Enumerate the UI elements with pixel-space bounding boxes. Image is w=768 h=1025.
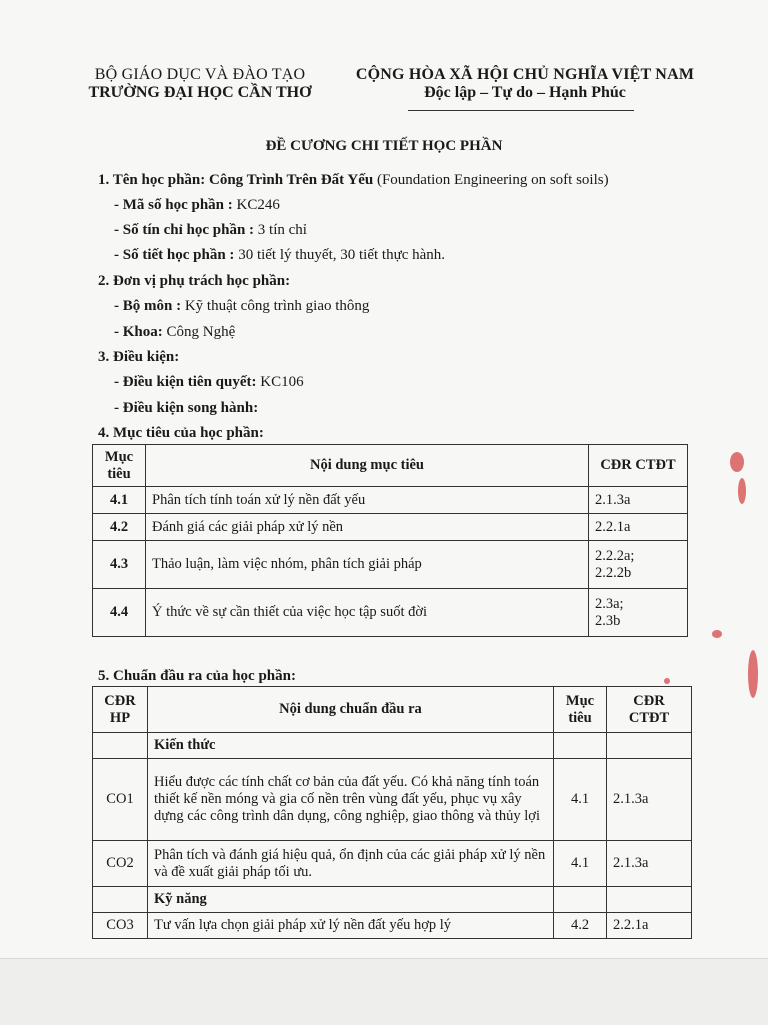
ministry-name: BỘ GIÁO DỤC VÀ ĐÀO TẠO: [94, 66, 306, 83]
motto-underline: [408, 110, 634, 111]
objectives-table: [92, 444, 688, 637]
ministry-header: [70, 66, 330, 102]
course-code: KC246: [236, 197, 280, 213]
red-ink-mark: [738, 478, 746, 504]
corequisite-line: - Điều kiện song hành:: [114, 400, 259, 416]
table-row: CO2 Phân tích và đánh giá hiệu quả, ổn định của các giải pháp xử lý nền và đề xuất giải pháp tối ưu. 4.1 2.1.3a: [93, 841, 692, 887]
university-name: TRƯỜNG ĐẠI HỌC CẦN THƠ: [88, 84, 312, 101]
red-ink-mark: [748, 650, 758, 698]
group-row-knowledge: Kiến thức: [93, 733, 692, 759]
prerequisite-value: KC106: [260, 374, 304, 390]
group-row-skills: Kỹ năng: [93, 887, 692, 913]
table-row: CO3 Tư vấn lựa chọn giải pháp xử lý nền đất yếu hợp lý 4.2 2.2.1a: [93, 913, 692, 939]
document-title: ĐỀ CƯƠNG CHI TIẾT HỌC PHẦN: [265, 138, 503, 154]
col-cdr: CĐR CTĐT: [589, 445, 688, 487]
col-objective: Mục tiêu: [93, 445, 146, 487]
table-row: 4.1 Phân tích tính toán xử lý nền đất yếu 2.1.3a: [93, 487, 688, 514]
col-content: Nội dung mục tiêu: [146, 445, 589, 487]
scan-bottom-margin: [0, 958, 768, 1025]
credits-value: 3 tín chỉ: [257, 222, 307, 238]
section-3-heading: 3. Điều kiện:: [98, 349, 180, 365]
table-row: CO1 Hiểu được các tính chất cơ bản của đất yếu. Có khả năng tính toán thiết kế nền móng và gia cố nền trên vùng đất yếu, phục vụ xây dựng các công trình dân dụng, công nghiệp, giao thông và thủy lợi 4.1 2.1.3a: [93, 759, 692, 841]
table-header-row: [93, 687, 692, 733]
section-4-heading: 4. Mục tiêu của học phần:: [98, 425, 264, 441]
table-row: 4.2 Đánh giá các giải pháp xử lý nền 2.2.1a: [93, 514, 688, 541]
table-header-row: [93, 445, 688, 487]
table-row: 4.4 Ý thức về sự cần thiết của việc học tập suốt đời 2.3a; 2.3b: [93, 589, 688, 637]
country-name: CỘNG HÒA XÃ HỘI CHỦ NGHĨA VIỆT NAM: [355, 66, 695, 83]
course-name-english: (Foundation Engineering on soft soils): [373, 172, 609, 188]
red-ink-mark: [664, 678, 670, 684]
course-code-line: - Mã số học phần : KC246: [114, 197, 280, 213]
hours-line: - Số tiết học phần : 30 tiết lý thuyết, 30 tiết thực hành.: [114, 247, 446, 263]
motto: Độc lập – Tự do – Hạnh Phúc: [424, 84, 626, 101]
red-ink-mark: [730, 452, 744, 472]
faculty-value: Công Nghệ: [166, 324, 236, 340]
red-ink-mark: [712, 630, 722, 638]
section-2-heading: 2. Đơn vị phụ trách học phần:: [98, 273, 291, 289]
faculty-line: - Khoa: Công Nghệ: [114, 324, 236, 340]
col-cdr: CĐR CTĐT: [607, 687, 692, 733]
section-1-heading: [98, 172, 609, 189]
department-value: Kỹ thuật công trình giao thông: [184, 298, 370, 314]
department-line: - Bộ môn : Kỹ thuật công trình giao thông: [114, 298, 370, 314]
section-5-heading: 5. Chuẩn đầu ra của học phần:: [98, 668, 296, 684]
national-header: [340, 66, 710, 102]
col-outcome-content: Nội dung chuẩn đầu ra: [148, 687, 554, 733]
prerequisite-line: - Điều kiện tiên quyết: KC106: [114, 374, 304, 390]
col-outcome: CĐR HP: [93, 687, 148, 733]
hours-value: 30 tiết lý thuyết, 30 tiết thực hành.: [238, 247, 446, 263]
course-name: 1. Tên học phần: Công Trình Trên Đất Yếu: [98, 172, 374, 188]
credits-line: - Số tín chỉ học phần : 3 tín chỉ: [114, 222, 307, 238]
table-row: 4.3 Thảo luận, làm việc nhóm, phân tích giải pháp 2.2.2a; 2.2.2b: [93, 541, 688, 589]
col-goal: Mục tiêu: [554, 687, 607, 733]
outcomes-table: [92, 686, 692, 939]
